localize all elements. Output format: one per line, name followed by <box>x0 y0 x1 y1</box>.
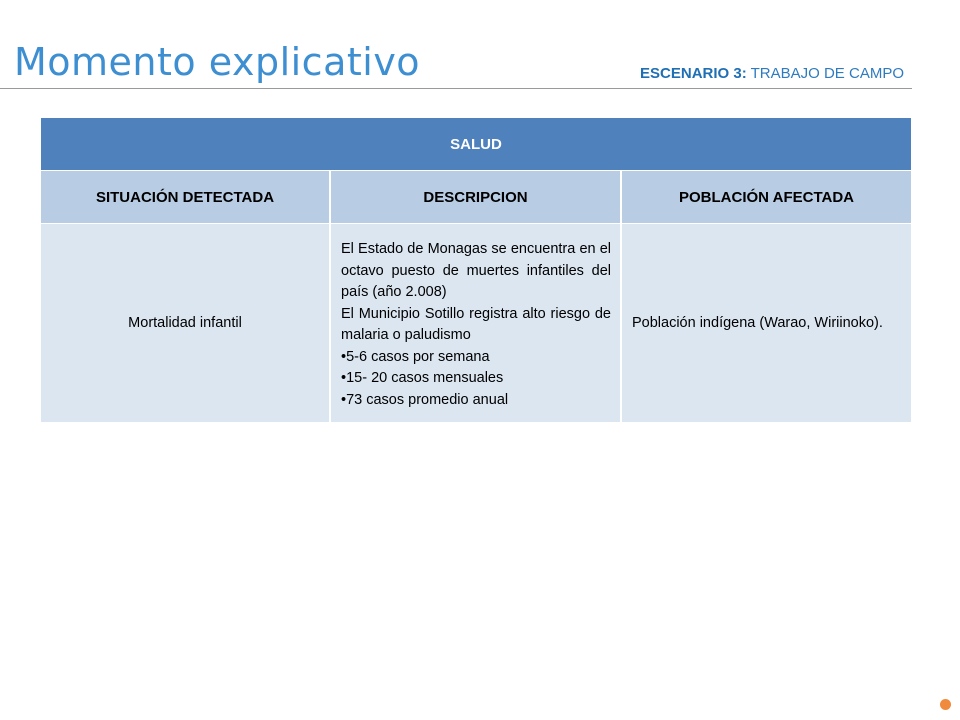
title-divider <box>0 88 912 89</box>
description-bullet-list <box>341 347 611 412</box>
health-table <box>41 118 911 422</box>
description-paragraph: El Municipio Sotillo registra alto riesgo de malaria o paludismo <box>341 305 611 343</box>
cell-description <box>330 224 621 423</box>
description-bullet: • 5-6 casos por semana <box>341 347 611 369</box>
table-header-row <box>41 171 911 224</box>
section-title-salud: SALUD <box>41 118 911 171</box>
description-bullet: • 73 casos promedio anual <box>341 390 611 412</box>
table-section-row <box>41 118 911 171</box>
scenario-value: TRABAJO DE CAMPO <box>746 65 904 82</box>
description-bullet: • 15- 20 casos mensuales <box>341 368 611 390</box>
column-header-description: DESCRIPCION <box>330 171 621 224</box>
cell-situation: Mortalidad infantil <box>41 224 330 423</box>
scenario-subtitle <box>640 65 904 82</box>
table-row <box>41 224 911 423</box>
accent-dot <box>940 699 951 710</box>
column-header-population: POBLACIÓN AFECTADA <box>621 171 911 224</box>
description-paragraph: El Estado de Monagas se encuentra en el octavo puesto de muertes infantiles del país (año 2.008) <box>341 241 611 300</box>
page-title: Momento explicativo <box>14 40 421 84</box>
cell-population: Población indígena (Warao, Wiriinoko). <box>621 224 911 423</box>
scenario-label: ESCENARIO 3: <box>640 65 747 82</box>
column-header-situation: SITUACIÓN DETECTADA <box>41 171 330 224</box>
